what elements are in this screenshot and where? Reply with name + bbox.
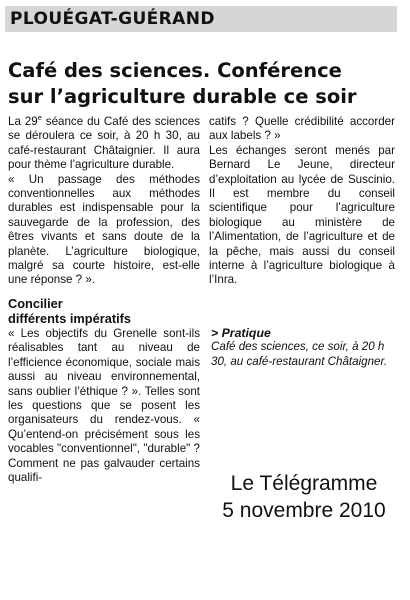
section-title: PLOUÉGAT-GUÉRAND xyxy=(10,9,215,29)
subhead-line-2: différents impératifs xyxy=(8,310,132,326)
publication-date: 5 novembre 2010 xyxy=(222,499,386,522)
article-subheading xyxy=(8,296,200,326)
practical-info-text: Café des sciences, ce soir, à 20 h 30, au café-restaurant Châtaigner. xyxy=(211,340,388,368)
ordinal-superscript: e xyxy=(37,113,42,123)
publication-name: Le Télégramme xyxy=(230,472,378,495)
headline-line-2: sur l’agriculture durable ce soir xyxy=(8,85,357,108)
source-credit xyxy=(204,470,404,524)
intro-paragraph: La 29e séance du Café des sciences se déroulera ce soir, à 20 h 30, au café-restaurant Châtaignier. Il aura pour thème l’agriculture durable. xyxy=(8,113,200,172)
practical-info-label: > Pratique xyxy=(211,326,271,340)
article-column-right xyxy=(209,115,395,288)
article-headline xyxy=(8,58,400,110)
article-column-left xyxy=(8,115,200,485)
quote-paragraph-1: « Un passage des méthodes conventionnelles aux méthodes durables est indispensable pour la sauvegarde de la profession, des êtres vivants et sans doute de la planète. L’agriculture biologique, malgré sa courte histoire, est-elle une réponse ? ». xyxy=(8,172,200,287)
quote-paragraph-2: « Les objectifs du Grenelle sont-ils réalisables tant au niveau de l’efficience économique, sociale mais aussi au niveau environnemental, sans oublier l’éthique ? ». Telles sont les questions que se posent les organisateurs du rendez-vous. « Qu’entend-on précisément sous les vocables "conventionnel", "durable" ? Comment ne pas galvauder certains qualifi- xyxy=(8,326,200,484)
practical-info-box xyxy=(211,326,397,369)
speaker-paragraph: Les échanges seront menés par Bernard Le Jeune, directeur d’exploitation au lycée de Suscinio. Il est membre du conseil scientifique pour l’agriculture biologique au ministère de l’Alimentation, de l’agriculture et de la pêche, mais aussi du conseil interne à l’agriculture biologique à l’Inra. xyxy=(209,143,395,287)
headline-line-1: Café des sciences. Conférence xyxy=(8,59,342,82)
quote-paragraph-2-continued: catifs ? Quelle crédibilité accorder aux labels ? » xyxy=(209,115,395,143)
subhead-line-1: Concilier xyxy=(8,295,63,311)
